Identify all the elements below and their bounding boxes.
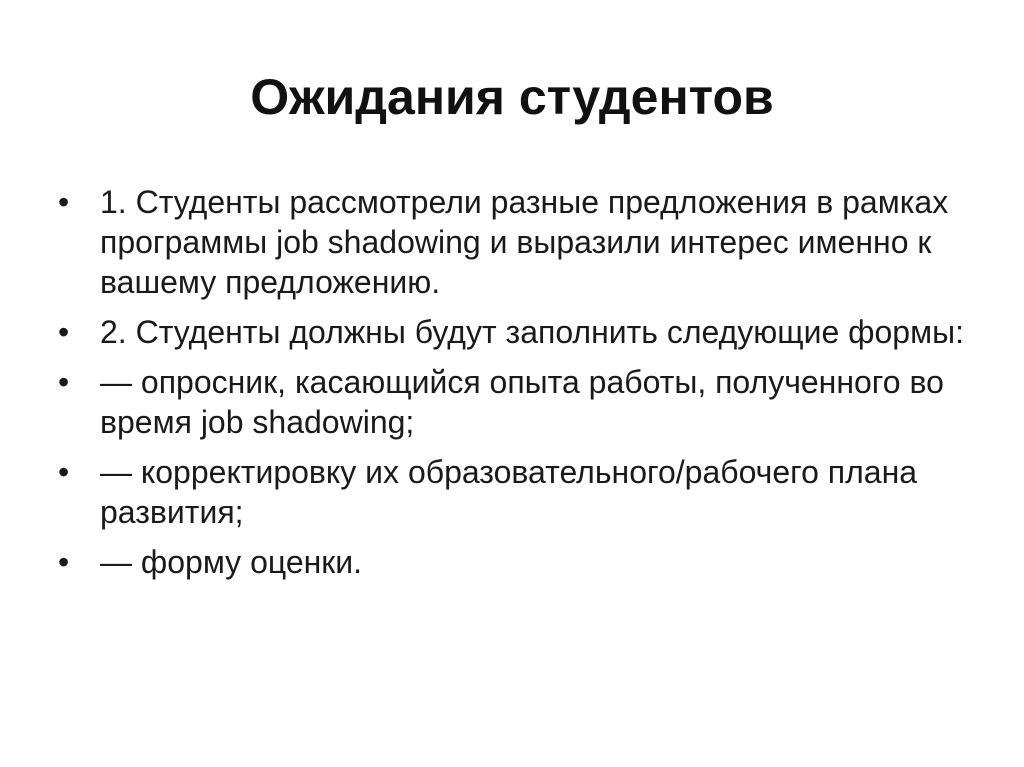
bullet-dot-icon: • <box>58 314 70 350</box>
bullet-item <box>58 452 988 532</box>
bullet-text: — опросник, касающийся опыта работы, полученного во время job shadowing; <box>100 364 944 440</box>
bullet-text: — корректировку их образовательного/рабочего плана развития; <box>100 454 918 530</box>
bullet-dot-icon: • <box>58 454 70 490</box>
bullet-item <box>58 182 988 302</box>
bullet-text: — форму оценки. <box>100 544 363 580</box>
bullet-dot-icon: • <box>58 184 70 220</box>
bullet-dot-icon: • <box>58 544 70 580</box>
bullet-item <box>58 312 988 352</box>
bullet-dot-icon: • <box>58 364 70 400</box>
slide-title: Ожидания студентов <box>250 69 774 125</box>
bullet-text: 1. Студенты рассмотрели разные предложения в рамках программы job shadowing и выразили интерес именно к вашему предложению. <box>100 184 949 300</box>
bullet-text: 2. Студенты должны будут заполнить следующие формы: <box>100 314 964 350</box>
bullet-item <box>58 362 988 442</box>
bullet-item <box>58 542 988 582</box>
bullet-list <box>58 182 988 592</box>
